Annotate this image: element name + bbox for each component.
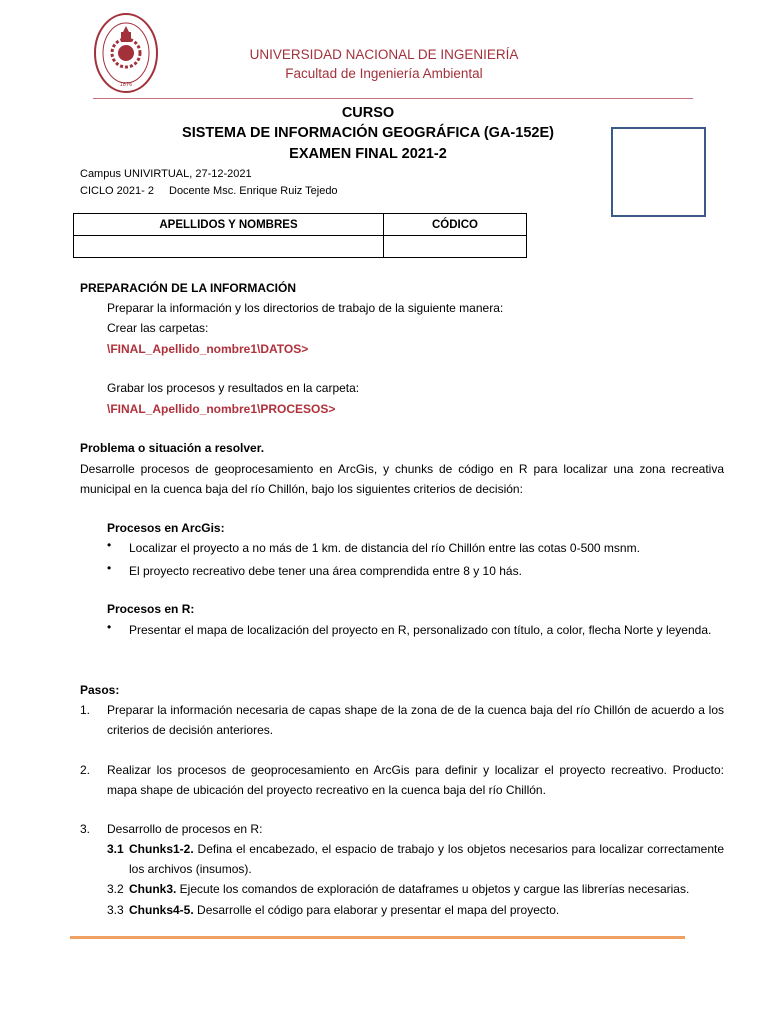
bullet-icon: • — [107, 620, 112, 634]
folder-path-procesos: \FINAL_Apellido_nombre1\PROCESOS> — [107, 402, 336, 416]
step-number-2: 2. — [80, 763, 91, 777]
substep-3-3 — [129, 900, 724, 920]
r-bullet-1: Presentar el mapa de localización del proyecto en R, personalizado con título, a color, flecha Norte y leyenda. — [129, 623, 712, 637]
ciclo-label: CICLO 2021- 2 — [80, 185, 154, 197]
step-3: Desarrollo de procesos en R: — [107, 822, 263, 836]
university-name: UNIVERSIDAD NACIONAL DE INGENIERÍA — [249, 47, 519, 62]
problem-heading: Problema o situación a resolver. — [80, 441, 265, 455]
docente-label: Docente Msc. Enrique Ruiz Tejedo — [169, 185, 338, 197]
substep-3-3-text: Desarrolle el código para elaborar y presentar el mapa del proyecto. — [193, 903, 560, 917]
substep-3-2 — [129, 879, 729, 899]
faculty-name: Facultad de Ingeniería Ambiental — [285, 66, 483, 81]
footer-rule — [70, 936, 685, 939]
substep-3-1-label: Chunks1-2. — [129, 842, 194, 856]
name-cell[interactable] — [74, 236, 384, 258]
substep-number-3-3: 3.3 — [107, 903, 124, 917]
arcgis-bullet-2: El proyecto recreativo debe tener una área comprendida entre 8 y 10 hás. — [129, 564, 522, 578]
substep-number-3-2: 3.2 — [107, 882, 124, 896]
step-2: Realizar los procesos de geoprocesamiento en ArcGis para definir y localizar el proyecto recreativo. Producto: mapa shape de ubicación del proyecto recreativo en la cuenca baja del río Chillón. — [107, 763, 724, 797]
exam-title: EXAMEN FINAL 2021-2 — [289, 146, 447, 162]
bullet-icon: • — [107, 538, 112, 552]
substep-3-2-text: Ejecute los comandos de exploración de dataframes u objetos y cargue las librerías necesarias. — [176, 882, 690, 896]
prep-line-3: Grabar los procesos y resultados en la carpeta: — [107, 381, 360, 395]
university-header — [0, 45, 768, 83]
substep-3-2-label: Chunk3. — [129, 882, 177, 896]
folder-path-datos: \FINAL_Apellido_nombre1\DATOS> — [107, 342, 309, 356]
bullet-icon: • — [107, 561, 112, 575]
steps-heading: Pasos: — [80, 683, 120, 697]
step-number-3: 3. — [80, 822, 91, 836]
step-1: Preparar la información necesaria de capas shape de la zona de de la cuenca baja del río Chillón de acuerdo a los criterios de decisión anteriores. — [107, 703, 724, 737]
header-divider — [93, 98, 693, 99]
course-label: CURSO — [341, 105, 395, 121]
code-column-header: CÓDICO — [384, 214, 527, 236]
code-cell[interactable] — [384, 236, 527, 258]
r-heading: Procesos en R: — [107, 602, 195, 616]
photo-box — [611, 127, 706, 217]
seal-year: 1876 — [119, 82, 133, 88]
arcgis-heading: Procesos en ArcGis: — [107, 521, 225, 535]
prep-line-1: Preparar la información y los directorios de trabajo de la siguiente manera: — [107, 301, 504, 315]
name-column-header: APELLIDOS Y NOMBRES — [74, 214, 384, 236]
substep-3-1 — [129, 839, 724, 879]
arcgis-bullet-1: Localizar el proyecto a no más de 1 km. de distancia del río Chillón entre las cotas 0-500 msnm. — [129, 541, 640, 555]
problem-text: Desarrolle procesos de geoprocesamiento en ArcGis, y chunks de código en R para localizar una zona recreativa municipal en la cuenca baja del río Chillón, bajo los siguientes criterios de decisión: — [80, 462, 724, 496]
step-number-1: 1. — [80, 703, 91, 717]
substep-3-1-text: Defina el encabezado, el espacio de trabajo y los objetos necesarios para localizar correctamente los archivos (insumos). — [129, 842, 724, 876]
campus-date: Campus UNIVIRTUAL, 27-12-2021 — [80, 168, 252, 180]
substep-3-3-label: Chunks4-5. — [129, 903, 194, 917]
student-info-table — [73, 213, 527, 258]
course-title: SISTEMA DE INFORMACIÓN GEOGRÁFICA (GA-152E) — [182, 125, 554, 141]
prep-line-2: Crear las carpetas: — [107, 321, 209, 335]
substep-number-3-1: 3.1 — [107, 842, 124, 856]
prep-heading: PREPARACIÓN DE LA INFORMACIÓN — [80, 281, 296, 295]
